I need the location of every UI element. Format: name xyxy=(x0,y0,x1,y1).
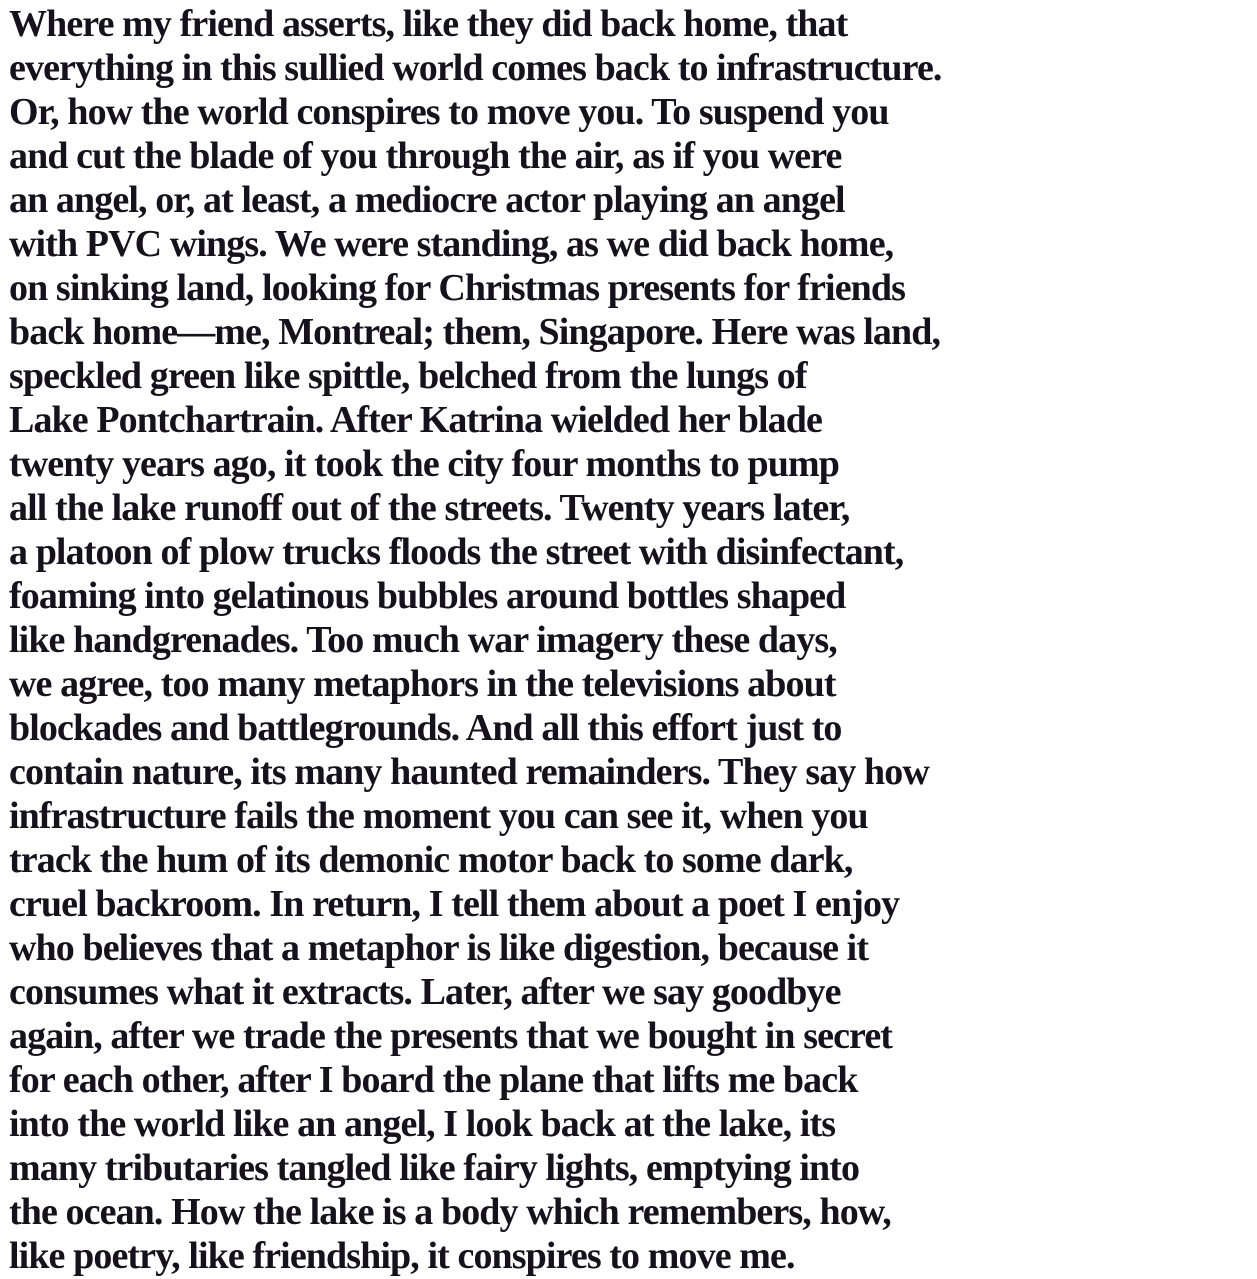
poem-line: back home—me, Montreal; them, Singapore. Here was land, xyxy=(9,311,941,354)
poem-line: Where my friend asserts, like they did back home, that xyxy=(9,3,848,45)
poem-line: for each other, after I board the plane that lifts me back xyxy=(9,1059,858,1102)
poem-line: an angel, or, at least, a mediocre actor playing an angel xyxy=(9,179,845,222)
poem-line: we agree, too many metaphors in the televisions about xyxy=(9,663,836,706)
poem-line: a platoon of plow trucks floods the street with disinfectant, xyxy=(9,531,904,574)
poem-line: speckled green like spittle, belched from the lungs of xyxy=(9,355,807,398)
poem-line: twenty years ago, it took the city four months to pump xyxy=(9,443,839,486)
poem-line: consumes what it extracts. Later, after we say goodbye xyxy=(9,971,841,1014)
poem-line: cruel backroom. In return, I tell them about a poet I enjoy xyxy=(9,883,900,926)
poem-line: infrastructure fails the moment you can see it, when you xyxy=(9,795,868,838)
poem-line: into the world like an angel, I look back at the lake, its xyxy=(9,1103,836,1146)
poem-line: track the hum of its demonic motor back to some dark, xyxy=(9,839,853,882)
poem-line: all the lake runoff out of the streets. Twenty years later, xyxy=(9,487,850,530)
poem-line: blockades and battlegrounds. And all this effort just to xyxy=(9,707,842,750)
poem-line: many tributaries tangled like fairy lights, emptying into xyxy=(9,1147,860,1190)
poem-line: everything in this sullied world comes back to infrastructure. xyxy=(9,47,942,90)
poem-line: Lake Pontchartrain. After Katrina wielded her blade xyxy=(9,399,822,442)
poem-line: contain nature, its many haunted remainders. They say how xyxy=(9,751,929,794)
poem-line: on sinking land, looking for Christmas presents for friends xyxy=(9,267,906,310)
poem-line: like poetry, like friendship, it conspires to move me. xyxy=(9,1235,795,1278)
poem-line: who believes that a metaphor is like digestion, because it xyxy=(9,927,869,970)
poem-line: with PVC wings. We were standing, as we did back home, xyxy=(9,223,894,266)
poem-line: again, after we trade the presents that we bought in secret xyxy=(9,1015,893,1058)
poem-line: like handgrenades. Too much war imagery these days, xyxy=(9,619,837,662)
poem-line: and cut the blade of you through the air, as if you were xyxy=(9,135,842,178)
poem-line: the ocean. How the lake is a body which remembers, how, xyxy=(9,1191,891,1234)
poem-line: foaming into gelatinous bubbles around bottles shaped xyxy=(9,575,846,618)
poem-line: Or, how the world conspires to move you. To suspend you xyxy=(9,91,889,134)
